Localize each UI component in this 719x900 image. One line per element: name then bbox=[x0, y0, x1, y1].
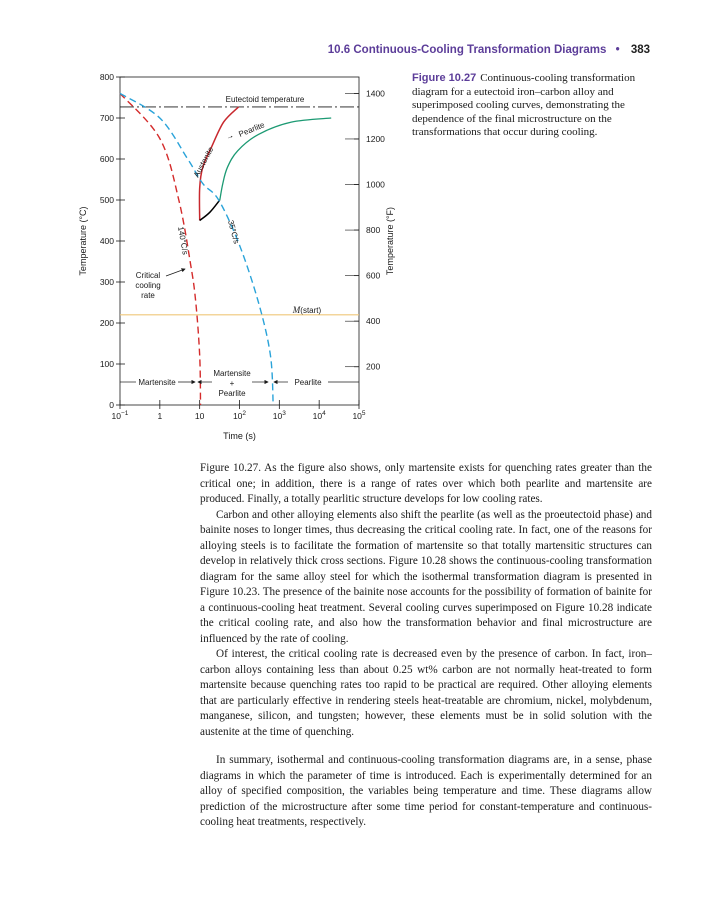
x-tick-base-6: 10 bbox=[352, 411, 362, 421]
x-axis-label: Time (s) bbox=[223, 431, 256, 441]
y-right-tick-label-0: 200 bbox=[366, 361, 381, 372]
eutectoid-label: Eutectoid temperature bbox=[225, 95, 305, 104]
critical-arrow bbox=[166, 269, 185, 276]
rate-140-label: 140°C/s bbox=[176, 225, 190, 256]
section-title: 10.6 Continuous-Cooling Transformation Diagrams bbox=[327, 44, 607, 56]
x-tick-exp-4: 3 bbox=[282, 410, 286, 417]
mp-label-2: + bbox=[229, 379, 235, 388]
x-tick-base-1: 1 bbox=[157, 411, 163, 421]
y-left-tick-label-2: 200 bbox=[99, 318, 114, 328]
y-right-tick-label-1: 400 bbox=[366, 316, 381, 327]
y-left-tick-label-4: 400 bbox=[99, 236, 114, 246]
paragraph-2: Carbon and other alloying elements also shift the pearlite (as well as the proeutectoid phase) and bainite noses to longer times, thus decreasing the critical cooling rate. In fact, one of the reasons for alloying steels is to facilitate the formation of martensite so that totally martensitic structures can develop in relatively thick cross sections. Figure 10.28 shows the continuous-cooling transformation diagram for the same alloy steel for which the isothermal transformation diagram is presented in Figure 10.23. The presence of the bainite nose accounts for the possibility of formation of bainite for a continuous-cooling heat treatment. Several cooling curves superimposed on Figure 10.28 indicate the critical cooling rate, and also how the transformation behavior and final microstructure are influenced by the rate of cooling. bbox=[200, 508, 652, 645]
figure-caption bbox=[412, 72, 647, 140]
x-tick-exp-6: 5 bbox=[361, 410, 366, 417]
austenite-label: Austenite bbox=[191, 145, 216, 179]
pearlite-label: Pearlite bbox=[237, 120, 266, 139]
transformation-stop-line bbox=[200, 200, 220, 221]
x-tick-label-2 bbox=[195, 411, 205, 421]
y-axis-label-left: Temperature (°C) bbox=[78, 206, 88, 276]
y-left-tick-label-5: 500 bbox=[99, 195, 114, 205]
x-tick-label-1 bbox=[157, 411, 162, 421]
x-tick-label-6 bbox=[352, 410, 365, 421]
paragraph-4: In summary, isothermal and continuous-cooling transformation diagrams are, in a sense, phase diagrams in which the parameter of time is introduced. Each is experimentally determined for an alloy of specified composition, the variables being temperature and time. These diagrams allow prediction of the microstructure after some time period for constant-temperature and continuous-cooling heat treatments, respectively. bbox=[200, 754, 652, 828]
header-bullet: • bbox=[615, 44, 620, 56]
caption-text: Continuous-cooling transformation diagram for a eutectoid iron–carbon alloy and superimposed cooling curves, demonstrating the dependence of the final microstructure on the transformations that occur during cooling. bbox=[412, 72, 636, 139]
y-right-tick-label-2: 600 bbox=[366, 270, 381, 281]
paragraph-3: Of interest, the critical cooling rate is decreased even by the presence of carbon. In fact, iron–carbon alloys containing less than about 0.25 wt% carbon are not normally heat-treated to form martensite because quenching rates too rapid to be practical are required. Other alloying elements that are particularly effective in rendering steels heat-treatable are chromium, nickel, molybdenum, manganese, silicon, and tungsten; however, these elements must be in solid solution with the austenite at the time of quenching. bbox=[200, 648, 652, 738]
running-header bbox=[150, 44, 650, 56]
x-tick-label-0 bbox=[112, 410, 129, 421]
y-right-tick-label-4: 1000 bbox=[366, 179, 385, 190]
figure-label: Figure 10.27 bbox=[412, 72, 477, 84]
y-left-tick-label-7: 700 bbox=[99, 113, 114, 123]
body-text bbox=[200, 461, 652, 831]
austenite-pearlite-arrow: → bbox=[224, 130, 236, 142]
x-tick-base-4: 10 bbox=[272, 411, 283, 421]
x-tick-base-2: 10 bbox=[194, 411, 205, 421]
ms-start-label-m: M bbox=[292, 305, 301, 315]
y-right-tick-label-5: 1200 bbox=[366, 133, 385, 144]
y-left-tick-label-0: 0 bbox=[109, 400, 114, 410]
x-tick-exp-5: 4 bbox=[322, 410, 326, 417]
paragraph-1: Figure 10.27. As the figure also shows, only martensite exists for quenching rates greater than the critical one; in addition, there is a range of rates over which both pearlite and martensite are produced. Finally, a totally pearlitic structure develops for low cooling rates. bbox=[200, 462, 652, 505]
ms-start-label-rest: (start) bbox=[300, 306, 322, 315]
critical-label-3: rate bbox=[141, 291, 155, 300]
x-tick-label-5 bbox=[313, 410, 326, 421]
rate-35-label: 35°C/s bbox=[226, 219, 242, 245]
y-left-tick-label-6: 600 bbox=[99, 154, 114, 164]
martensite-label: Martensite bbox=[138, 378, 176, 387]
critical-label-1: Critical bbox=[135, 271, 161, 280]
x-tick-exp-3: 2 bbox=[242, 410, 247, 417]
y-right-tick-label-3: 800 bbox=[366, 225, 381, 236]
cct-diagram bbox=[70, 66, 400, 451]
y-left-tick-label-8: 800 bbox=[99, 72, 114, 82]
x-tick-exp-0: −1 bbox=[121, 410, 129, 417]
y-left-tick-label-1: 100 bbox=[99, 359, 114, 369]
pearlite-bottom-label: Pearlite bbox=[294, 378, 322, 387]
page-number: 383 bbox=[630, 44, 650, 56]
mp-label-1: Martensite bbox=[213, 369, 251, 378]
x-tick-base-0: 10 bbox=[111, 411, 122, 421]
mp-label-3: Pearlite bbox=[218, 389, 246, 398]
ms-start-label bbox=[292, 305, 322, 315]
x-tick-label-4 bbox=[273, 410, 286, 421]
x-tick-label-3 bbox=[233, 410, 246, 421]
y-right-tick-label-6: 1400 bbox=[366, 88, 385, 99]
x-tick-base-3: 10 bbox=[232, 411, 243, 421]
y-left-tick-label-3: 300 bbox=[99, 277, 114, 287]
y-axis-label-right: Temperature (°F) bbox=[385, 206, 395, 276]
x-tick-base-5: 10 bbox=[312, 411, 323, 421]
critical-label-2: cooling bbox=[135, 281, 161, 290]
